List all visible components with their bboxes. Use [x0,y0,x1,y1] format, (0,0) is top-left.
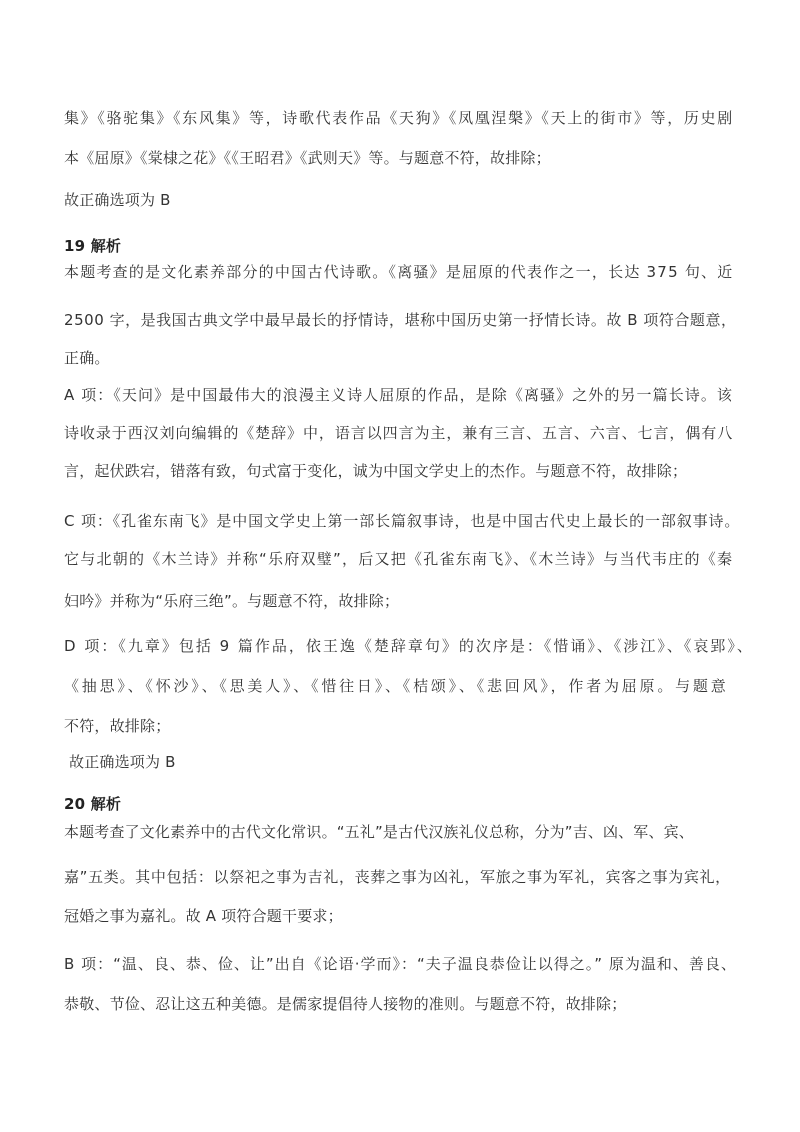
paragraph-line: 本《屈原》《棠棣之花》《《王昭君》《武则天》等。与题意不符，故排除； [64,149,551,167]
paragraph-line: 恭敬、节俭、忍让这五种美德。是儒家提倡待人接物的准则。与题意不符，故排除； [64,995,627,1013]
paragraph-line: C 项：《孔雀东南飞》是中国文学史上第一部长篇叙事诗，也是中国古代史上最长的一部叙事诗。 [64,512,741,530]
paragraph-line: 集》《骆驼集》《东风集》等，诗歌代表作品《天狗》《凤凰涅槃》《天上的街市》等，历史剧 [64,109,734,127]
paragraph-line: 故正确选项为 B [64,191,171,209]
paragraph-line: 2500 字，是我国古典文学中最早最长的抒情诗，堪称中国历史第一抒情长诗。故 B 项符合题意， [64,311,737,329]
paragraph-line: 故正确选项为 B [69,753,176,771]
paragraph-line: 本题考查的是文化素养部分的中国古代诗歌。《离骚》是屈原的代表作之一，长达 375 句、近 [64,263,734,281]
paragraph-line: 诗收录于西汉刘向编辑的《楚辞》中，语言以四言为主，兼有三言、五言、六言、七言，偶有八 [64,424,734,442]
paragraph-line: B 项：“温、良、恭、俭、让”出自《论语·学而》：“夫子温良恭俭让以得之。” 原为温和、善良、 [64,955,737,973]
paragraph-line: 不符，故排除； [64,717,171,735]
paragraph-line: 冠婚之事为嘉礼。故 A 项符合题干要求； [64,907,343,925]
paragraph-line: 言，起伏跌宕，错落有致，句式富于变化，诚为中国文学史上的杰作。与题意不符，故排除； [64,462,688,480]
paragraph-line: 《抽思》、《怀沙》、《思美人》、《惜往日》、《桔颂》、《悲回风》，作者为屈原。与题意 [64,677,729,695]
paragraph-line: D 项：《九章》包括 9 篇作品，依王逸《楚辞章句》的次序是：《惜诵》、《涉江》、《哀郢》、 [64,637,754,655]
paragraph-line: 本题考查了文化素养中的古代文化常识。“五礼”是古代汉族礼仪总称，分为”吉、凶、军、宾、 [64,823,694,841]
paragraph-line: 嘉”五类。其中包括：以祭祀之事为吉礼，丧葬之事为凶礼，军旅之事为军礼，宾客之事为宾礼， [64,868,731,886]
paragraph-line: 正确。 [64,349,110,367]
paragraph-line: A 项：《天问》是中国最伟大的浪漫主义诗人屈原的作品，是除《离骚》之外的另一篇长诗。该 [64,386,734,404]
paragraph-line: 妇吟》并称为“乐府三绝”。与题意不符，故排除； [64,592,400,610]
section-heading: 19 解析 [64,237,122,255]
paragraph-line: 它与北朝的《木兰诗》并称“乐府双璧”，后又把《孔雀东南飞》、《木兰诗》与当代韦庄的《秦 [64,550,734,568]
section-heading: 20 解析 [64,795,122,813]
